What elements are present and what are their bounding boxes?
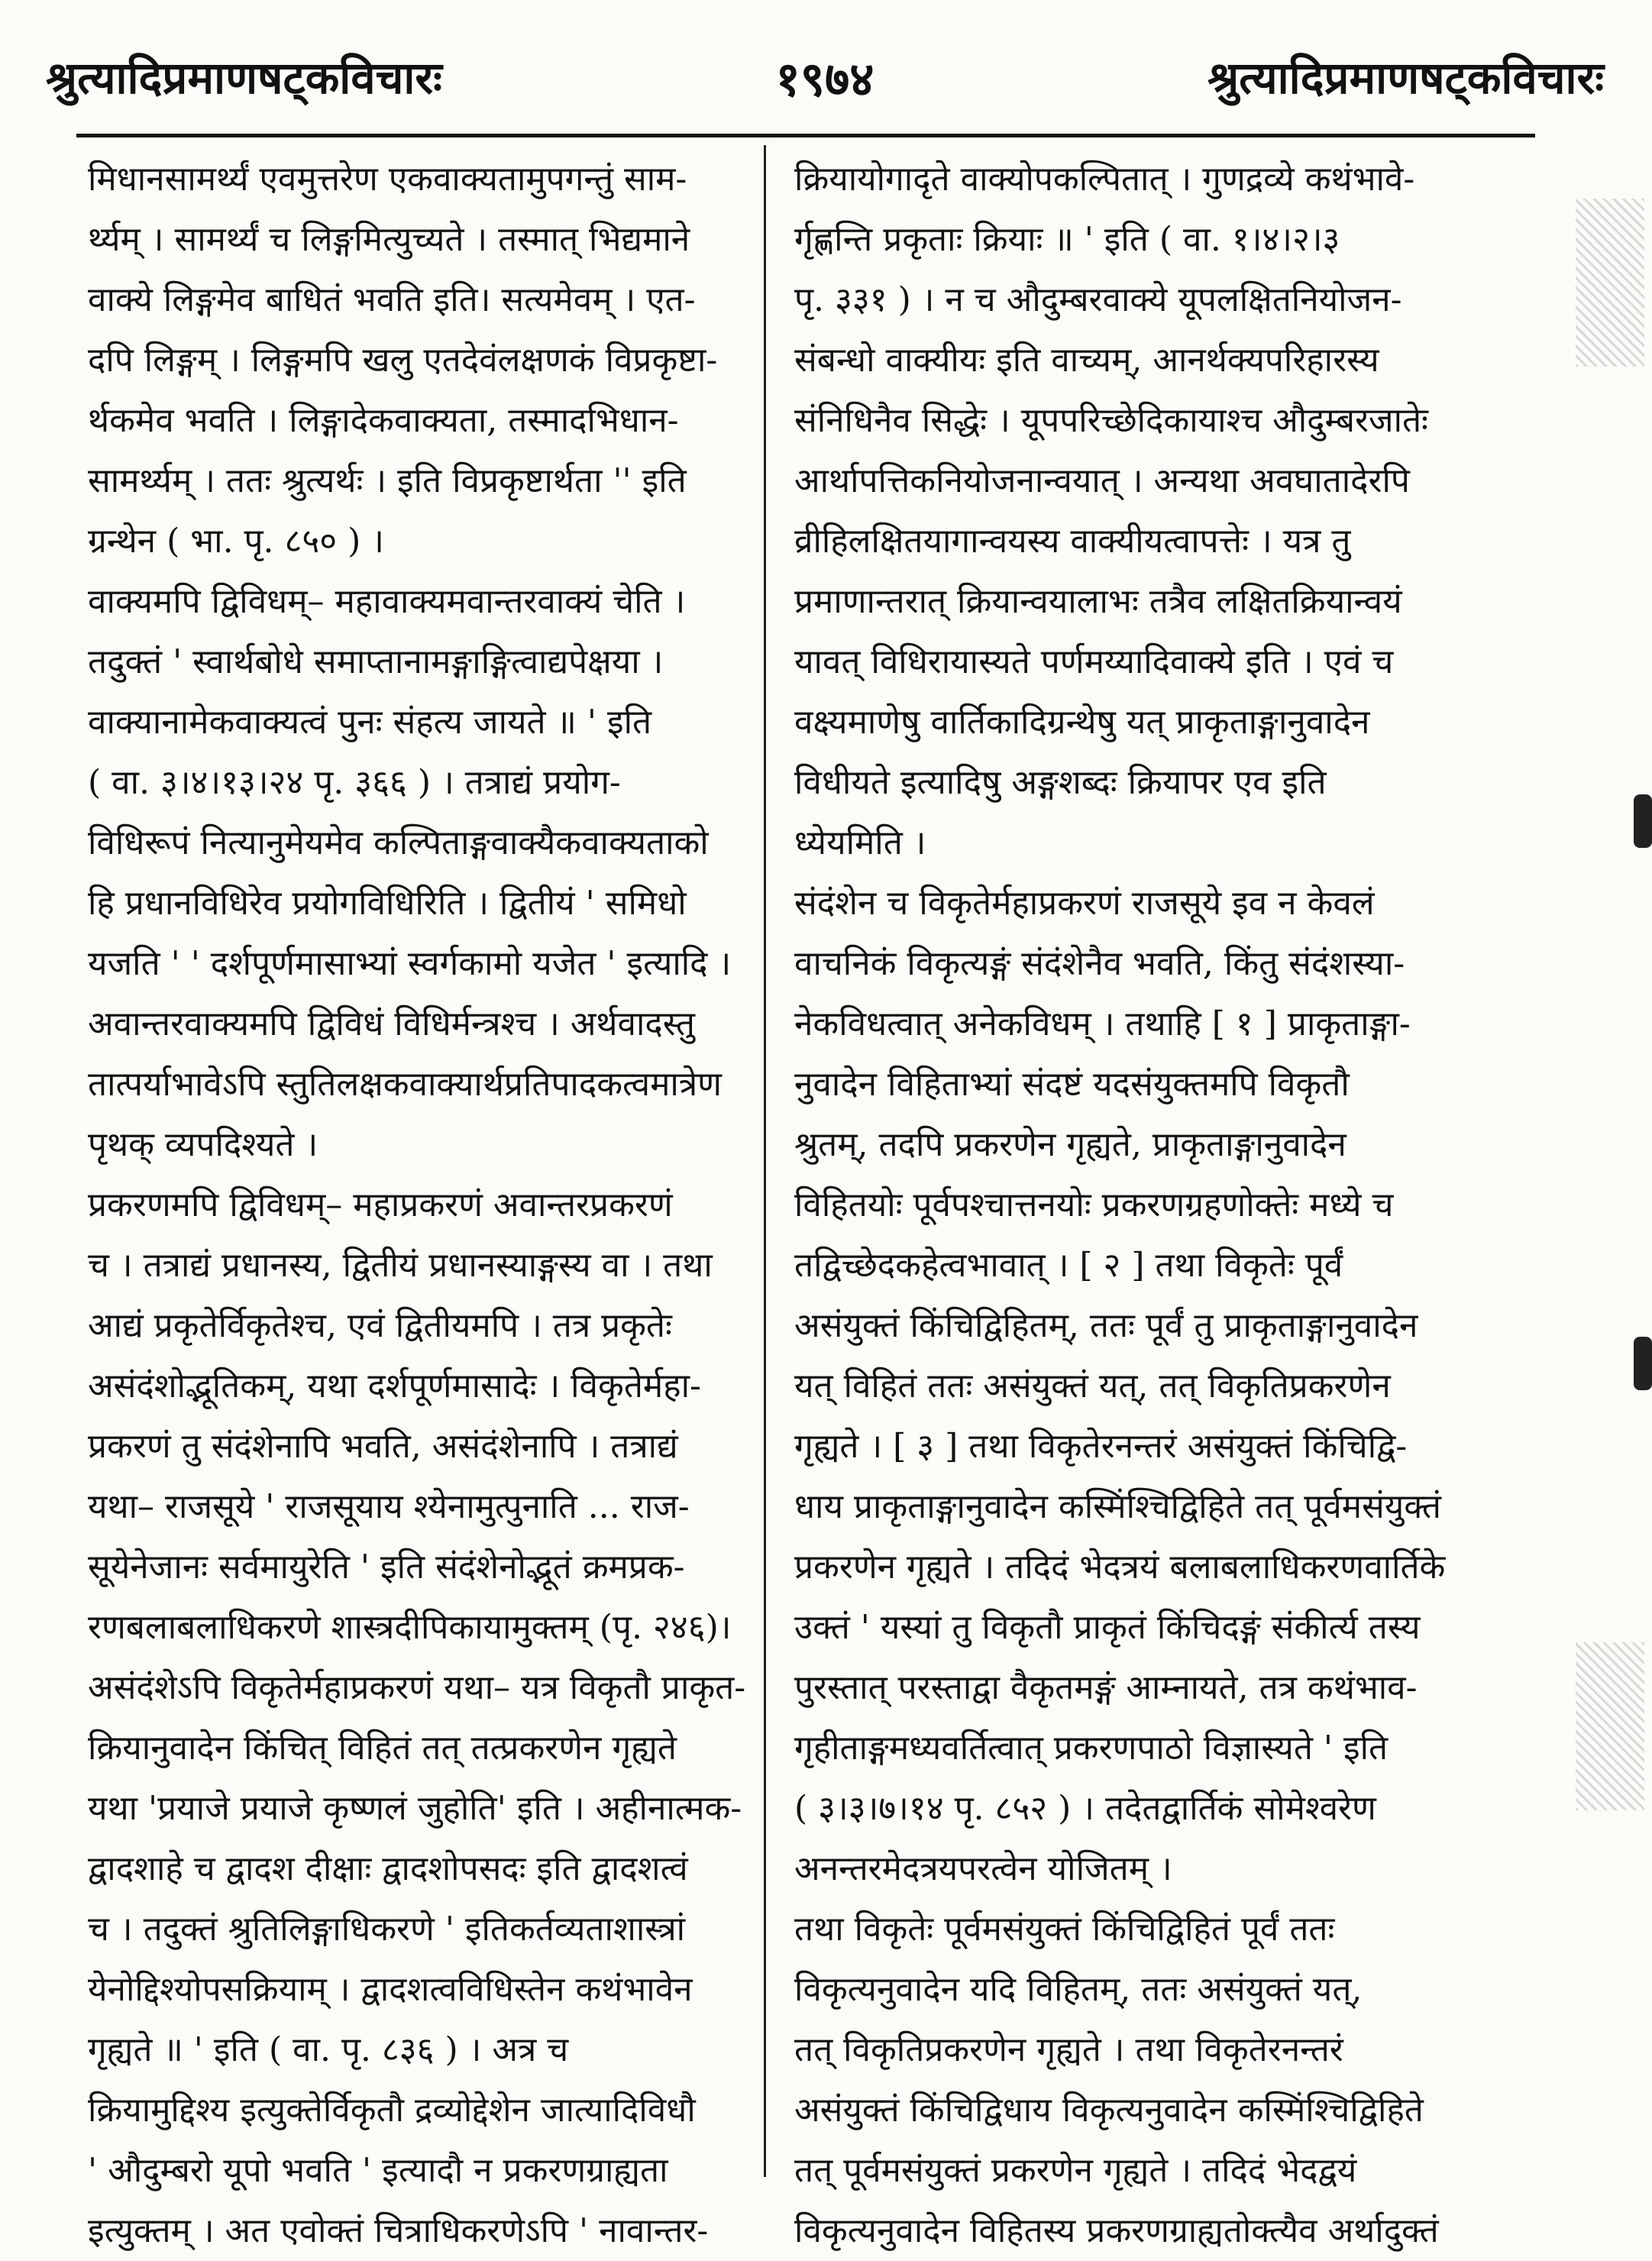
- running-title-right: श्रुत्यादिप्रमाणषट्कविचारः: [1207, 52, 1604, 104]
- text-line: नेकविधत्वात् अनेकविधम् । तथाहि [ १ ] प्राकृताङ्गा-: [794, 1004, 1411, 1043]
- text-line: ( वा. ३।४।१३।२४ पृ. ३६६ ) । तत्राद्यं प्रयोग-: [88, 763, 621, 802]
- text-line: अवान्तरवाक्यमपि द्विविधं विधिर्मन्त्रश्च । अर्थवादस्तु: [88, 1004, 695, 1043]
- scan-edge-mark: [1634, 794, 1652, 848]
- page-number: १९७४: [775, 51, 874, 107]
- text-line: तत् पूर्वमसंयुक्तं प्रकरणेन गृह्यते । तदिदं भेदद्वयं: [794, 2151, 1357, 2190]
- text-line: यावत् विधिरायास्यते पर्णमय्यादिवाक्ये इति । एवं च: [794, 642, 1394, 681]
- left-column: [88, 149, 775, 2261]
- text-line: प्रकरणमपि द्विविधम्– महाप्रकरणं अवान्तरप्रकरणं: [88, 1185, 673, 1224]
- text-line: यथा– राजसूये ' राजसूयाय श्येनामुत्पुनाति ... राज-: [88, 1487, 690, 1526]
- header-rule: [76, 134, 1535, 137]
- text-line: रणबलाबलाधिकरणे शास्त्रदीपिकायामुक्तम् (पृ. २४६)।: [88, 1608, 732, 1647]
- text-line: पृथक् व्यपदिश्यते ।: [88, 1125, 318, 1164]
- text-line: हि प्रधानविधिरेव प्रयोगविधिरिति । द्वितीयं ' समिधो: [88, 884, 687, 923]
- scan-edge-noise: [1576, 199, 1644, 367]
- text-line: वाक्ये लिङ्गमेव बाधितं भवति इति। सत्यमेवम् । एत-: [88, 280, 696, 319]
- scan-edge-mark: [1634, 1337, 1652, 1390]
- text-line: तदुक्तं ' स्वार्थबोधे समाप्तानामङ्गाङ्गित्वाद्यपेक्षया ।: [88, 642, 664, 681]
- text-line: आर्थापत्तिकनियोजनान्वयात् । अन्यथा अवघातादेरपि: [794, 461, 1410, 500]
- text-line: विधिरूपं नित्यानुमेयमेव कल्पिताङ्गवाक्यैकवाक्यताको: [88, 823, 709, 862]
- text-line: उक्तं ' यस्यां तु विकृतौ प्राकृतं किंचिदङ्गं संकीर्त्य तस्य: [794, 1608, 1421, 1647]
- right-column: [794, 149, 1482, 2261]
- text-line: नुवादेन विहिताभ्यां संदष्टं यदसंयुक्तमपि विकृतौ: [794, 1065, 1350, 1104]
- text-line: क्रियानुवादेन किंचित् विहितं तत् तत्प्रकरणेन गृह्यते: [88, 1729, 677, 1768]
- text-line: धाय प्राकृताङ्गानुवादेन कस्मिंश्चिद्विहिते तत् पूर्वमसंयुक्तं: [794, 1487, 1441, 1526]
- text-line: प्रकरणेन गृह्यते । तदिदं भेदत्रयं बलाबलाधिकरणवार्तिके: [794, 1548, 1446, 1587]
- text-line: यत् विहितं ततः असंयुक्तं यत्, तत् विकृतिप्रकरणेन: [794, 1367, 1391, 1405]
- text-line: च । तत्राद्यं प्रधानस्य, द्वितीयं प्रधानस्याङ्गस्य वा । तथा: [88, 1246, 713, 1285]
- text-line: र्थकमेव भवति । लिङ्गादेकवाक्यता, तस्मादभिधान-: [88, 401, 679, 440]
- column-divider: [764, 145, 766, 2177]
- text-line: येनोद्दिश्योपसक्रियाम् । द्वादशत्वविधिस्तेन कथंभावेन: [88, 1970, 693, 2009]
- text-line: असंदंशोद्भूतिकम्, यथा दर्शपूर्णमासादेः । विकृतेर्महा-: [88, 1367, 701, 1405]
- text-line: गृहीताङ्गमध्यवर्तित्वात् प्रकरणपाठो विज्ञास्यते ' इति: [794, 1729, 1389, 1768]
- text-line: ध्येयमिति ।: [794, 823, 926, 862]
- text-line: मिधानसामर्थ्यं एवमुत्तरेण एकवाक्यतामुपगन्तुं साम-: [88, 160, 687, 199]
- text-line: असंयुक्तं किंचिद्विहितम्, ततः पूर्वं तु प्राकृताङ्गानुवादेन: [794, 1306, 1418, 1345]
- text-line: वक्ष्यमाणेषु वार्तिकादिग्रन्थेषु यत् प्राकृताङ्गानुवादेन: [794, 703, 1370, 742]
- page-header: [46, 46, 1604, 130]
- text-line: गृह्यते । [ ३ ] तथा विकृतेरनन्तरं असंयुक्तं किंचिद्वि-: [794, 1427, 1408, 1466]
- text-line: प्रमाणान्तरात् क्रियान्वयालाभः तत्रैव लक्षितक्रियान्वयं: [794, 582, 1402, 621]
- text-line: क्रियामुद्दिश्य इत्युक्तेर्विकृतौ द्रव्योद्देशेन जात्यादिविधौ: [88, 2091, 696, 2130]
- text-line: विधीयते इत्यादिषु अङ्गशब्दः क्रियापर एव इति: [794, 763, 1327, 802]
- text-line: वाचनिकं विकृत्यङ्गं संदंशेनैव भवति, किंतु संदंशस्या-: [794, 944, 1405, 983]
- running-title-left: श्रुत्यादिप्रमाणषट्कविचारः: [46, 52, 442, 104]
- text-line: व्रीहिलक्षितयागान्वयस्य वाक्यीयत्वापत्तेः । यत्र तु: [794, 522, 1351, 561]
- text-line: तद्विच्छेदकहेत्वभावात् । [ २ ] तथा विकृतेः पूर्वं: [794, 1246, 1343, 1285]
- text-line: श्रुतम्, तदपि प्रकरणेन गृह्यते, प्राकृताङ्गानुवादेन: [794, 1125, 1346, 1164]
- text-line: इत्युक्तम् । अत एवोक्तं चित्राधिकरणेऽपि ' नावान्तर-: [88, 2211, 709, 2250]
- text-line: र्गृह्णन्ति प्रकृताः क्रियाः ॥ ' इति ( वा. १।४।२।३: [794, 220, 1340, 259]
- text-line: प्रकरणं तु संदंशेनापि भवति, असंदंशेनापि । तत्राद्यं: [88, 1427, 678, 1466]
- text-line: तत् विकृतिप्रकरणेन गृह्यते । तथा विकृतेरनन्तरं: [794, 2030, 1343, 2069]
- text-line: संनिधिनैव सिद्धेः । यूपपरिच्छेदिकायाश्च औदुम्बरजातेः: [794, 401, 1428, 440]
- text-line: विकृत्यनुवादेन यदि विहितम्, ततः असंयुक्तं यत्,: [794, 1970, 1363, 2009]
- text-line: च । तदुक्तं श्रुतिलिङ्गाधिकरणे ' इतिकर्तव्यताशास्त्रां: [88, 1910, 686, 1949]
- text-line: ( ३।३।७।१४ पृ. ८५२ ) । तदेतद्वार्तिकं सोमेश्वरेण: [794, 1789, 1376, 1828]
- text-line: संबन्धो वाक्यीयः इति वाच्यम्, आनर्थक्यपरिहारस्य: [794, 341, 1379, 380]
- text-line: असंयुक्तं किंचिद्विधाय विकृत्यनुवादेन कस्मिंश्चिद्विहिते: [794, 2091, 1424, 2130]
- text-line: सामर्थ्यम् । ततः श्रुत्यर्थः । इति विप्रकृष्टार्थता '' इति: [88, 461, 687, 500]
- text-line: यजति ' ' दर्शपूर्णमासाभ्यां स्वर्गकामो यजेत ' इत्यादि ।: [88, 944, 732, 983]
- text-line: यथा 'प्रयाजे प्रयाजे कृष्णलं जुहोति' इति । अहीनात्मक-: [88, 1789, 742, 1828]
- text-line: असंदंशेऽपि विकृतेर्महाप्रकरणं यथा– यत्र विकृतौ प्राकृत-: [88, 1668, 746, 1707]
- text-line: क्रियायोगादृते वाक्योपकल्पितात् । गुणद्रव्ये कथंभावे-: [794, 160, 1415, 199]
- text-line: तथा विकृतेः पूर्वमसंयुक्तं किंचिद्विहितं पूर्वं ततः: [794, 1910, 1335, 1949]
- text-line: अनन्तरमेदत्रयपरत्वेन योजितम् ।: [794, 1849, 1172, 1888]
- text-line: पृ. ३३१ ) । न च औदुम्बरवाक्ये यूपलक्षितनियोजन-: [794, 280, 1402, 319]
- text-line: संदंशेन च विकृतेर्महाप्रकरणं राजसूये इव न केवलं: [794, 884, 1375, 923]
- text-line: गृह्यते ॥ ' इति ( वा. पृ. ८३६ ) । अत्र च: [88, 2030, 569, 2069]
- text-line: आद्यं प्रकृतेर्विकृतेश्च, एवं द्वितीयमपि । तत्र प्रकृतेः: [88, 1306, 672, 1345]
- text-line: वाक्यानामेकवाक्यत्वं पुनः संहत्य जायते ॥ ' इति: [88, 703, 652, 742]
- text-line: पुरस्तात् परस्ताद्वा वैकृतमङ्गं आम्नायते, तत्र कथंभाव-: [794, 1668, 1418, 1707]
- text-line: दपि लिङ्गम् । लिङ्गमपि खलु एतदेवंलक्षणकं विप्रकृष्टा-: [88, 341, 718, 380]
- text-line: द्वादशाहे च द्वादश दीक्षाः द्वादशोपसदः इति द्वादशत्वं: [88, 1849, 688, 1888]
- scan-edge-noise: [1576, 1642, 1644, 1810]
- text-line: ग्रन्थेन ( भा. पृ. ८५० ) ।: [88, 522, 384, 561]
- text-line: र्थ्यम् । सामर्थ्यं च लिङ्गमित्युच्यते । तस्मात् भिद्यमाने: [88, 220, 690, 259]
- text-line: तात्पर्याभावेऽपि स्तुतिलक्षकवाक्यार्थप्रतिपादकत्वमात्रेण: [88, 1065, 722, 1104]
- text-line: विकृत्यनुवादेन विहितस्य प्रकरणग्राह्यतोक्त्यैव अर्थादुक्तं: [794, 2211, 1439, 2250]
- text-line: सूयेनेजानः सर्वमायुरेति ' इति संदंशेनोद्भूतं क्रमप्रक-: [88, 1548, 685, 1587]
- text-line: ' औदुम्बरो यूपो भवति ' इत्यादौ न प्रकरणग्राह्यता: [88, 2151, 668, 2190]
- text-line: विहितयोः पूर्वपश्चात्तनयोः प्रकरणग्रहणोक्तेः मध्ये च: [794, 1185, 1394, 1224]
- text-line: वाक्यमपि द्विविधम्– महावाक्यमवान्तरवाक्यं चेति ।: [88, 582, 686, 621]
